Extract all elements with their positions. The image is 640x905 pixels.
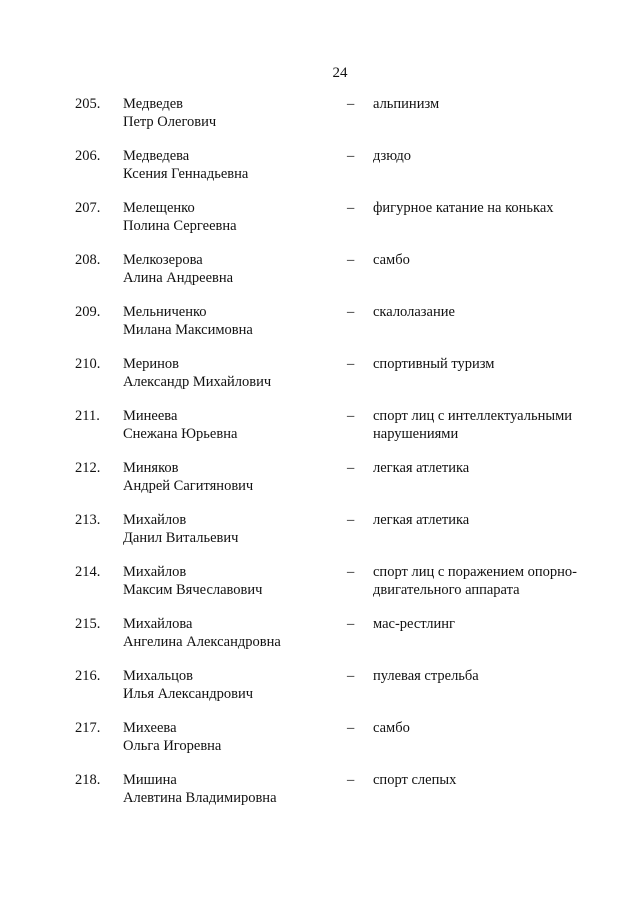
athlete-given-names: Снежана Юрьевна — [123, 425, 238, 442]
athlete-name — [123, 564, 262, 599]
dash: – — [347, 460, 355, 476]
sport-discipline: фигурное катание на коньках — [373, 200, 554, 216]
list-item — [0, 616, 640, 668]
entry-number: 215. — [75, 616, 101, 632]
dash: – — [347, 616, 355, 632]
sport-discipline: спорт слепых — [373, 772, 457, 788]
list-item — [0, 148, 640, 200]
dash: – — [347, 304, 355, 320]
entry-number: 211. — [75, 408, 100, 424]
athlete-name — [123, 720, 221, 755]
sport-discipline: спорт лиц с поражением опорно-двигательного аппарата — [373, 564, 577, 598]
athlete-name — [123, 200, 237, 235]
dash: – — [347, 668, 355, 684]
dash: – — [347, 356, 355, 372]
sport-discipline: альпинизм — [373, 96, 440, 112]
sport-discipline: легкая атлетика — [373, 460, 470, 476]
sport-discipline: самбо — [373, 252, 410, 268]
athlete-name — [123, 772, 277, 807]
list-item — [0, 408, 640, 460]
entry-number: 216. — [75, 668, 101, 684]
list-item — [0, 252, 640, 304]
athlete-surname: Минеева — [123, 408, 178, 424]
list-item — [0, 304, 640, 356]
list-item — [0, 668, 640, 720]
athlete-given-names: Ксения Геннадьевна — [123, 165, 249, 182]
athlete-surname: Михальцов — [123, 668, 193, 684]
dash: – — [347, 96, 355, 112]
dash: – — [347, 564, 355, 580]
athlete-surname: Медведева — [123, 148, 190, 164]
athlete-surname: Михайлова — [123, 616, 193, 632]
dash: – — [347, 200, 355, 216]
athlete-name — [123, 460, 253, 495]
athlete-surname: Меринов — [123, 356, 180, 372]
athlete-surname: Миняков — [123, 460, 179, 476]
athlete-name — [123, 356, 271, 391]
entry-number: 213. — [75, 512, 101, 528]
dash: – — [347, 252, 355, 268]
athlete-name — [123, 304, 253, 339]
sport-discipline: дзюдо — [373, 148, 412, 164]
entry-number: 210. — [75, 356, 101, 372]
athlete-given-names: Ангелина Александровна — [123, 633, 281, 650]
athlete-given-names: Петр Олегович — [123, 113, 217, 130]
athlete-name — [123, 148, 248, 183]
sport-discipline: легкая атлетика — [373, 512, 470, 528]
dash: – — [347, 720, 355, 736]
athlete-surname: Мельниченко — [123, 304, 207, 320]
athlete-surname: Михайлов — [123, 564, 187, 580]
list-item — [0, 564, 640, 616]
athlete-name — [123, 668, 253, 703]
athlete-given-names: Максим Вячеславович — [123, 581, 263, 598]
athlete-surname: Мелкозерова — [123, 252, 203, 268]
athlete-given-names: Алина Андреевна — [123, 269, 234, 286]
dash: – — [347, 408, 355, 424]
sport-discipline: самбо — [373, 720, 410, 736]
entry-number: 214. — [75, 564, 101, 580]
entry-number: 206. — [75, 148, 101, 164]
list-item — [0, 96, 640, 148]
sport-discipline: спорт лиц с интеллектуальными нарушениями — [373, 408, 573, 442]
athlete-surname: Михеева — [123, 720, 177, 736]
athlete-name — [123, 408, 237, 443]
sport-discipline: пулевая стрельба — [373, 668, 479, 684]
list-item — [0, 772, 640, 824]
athlete-name — [123, 252, 233, 287]
list-item — [0, 200, 640, 252]
list-item — [0, 512, 640, 564]
athlete-given-names: Андрей Сагитянович — [123, 477, 254, 494]
entry-number: 205. — [75, 96, 101, 112]
athlete-list — [0, 96, 640, 824]
list-item — [0, 460, 640, 512]
dash: – — [347, 512, 355, 528]
dash: – — [347, 148, 355, 164]
entry-number: 212. — [75, 460, 101, 476]
athlete-given-names: Алевтина Владимировна — [123, 789, 277, 806]
entry-number: 217. — [75, 720, 101, 736]
sport-discipline: спортивный туризм — [373, 356, 495, 372]
list-item — [0, 356, 640, 408]
athlete-given-names: Александр Михайлович — [123, 373, 272, 390]
athlete-surname: Медведев — [123, 96, 183, 112]
athlete-name — [123, 512, 238, 547]
entry-number: 209. — [75, 304, 101, 320]
sport-discipline: мас-рестлинг — [373, 616, 455, 632]
sport-discipline: скалолазание — [373, 304, 455, 320]
athlete-surname: Михайлов — [123, 512, 187, 528]
athlete-given-names: Полина Сергеевна — [123, 217, 237, 234]
athlete-name — [123, 96, 216, 131]
athlete-surname: Мелещенко — [123, 200, 195, 216]
entry-number: 207. — [75, 200, 101, 216]
athlete-given-names: Илья Александрович — [123, 685, 254, 702]
athlete-name — [123, 616, 281, 651]
dash: – — [347, 772, 355, 788]
page-number: 24 — [332, 65, 348, 81]
athlete-given-names: Данил Витальевич — [123, 529, 239, 546]
athlete-given-names: Ольга Игоревна — [123, 737, 222, 754]
entry-number: 208. — [75, 252, 101, 268]
entry-number: 218. — [75, 772, 101, 788]
athlete-surname: Мишина — [123, 772, 177, 788]
athlete-given-names: Милана Максимовна — [123, 321, 253, 338]
list-item — [0, 720, 640, 772]
